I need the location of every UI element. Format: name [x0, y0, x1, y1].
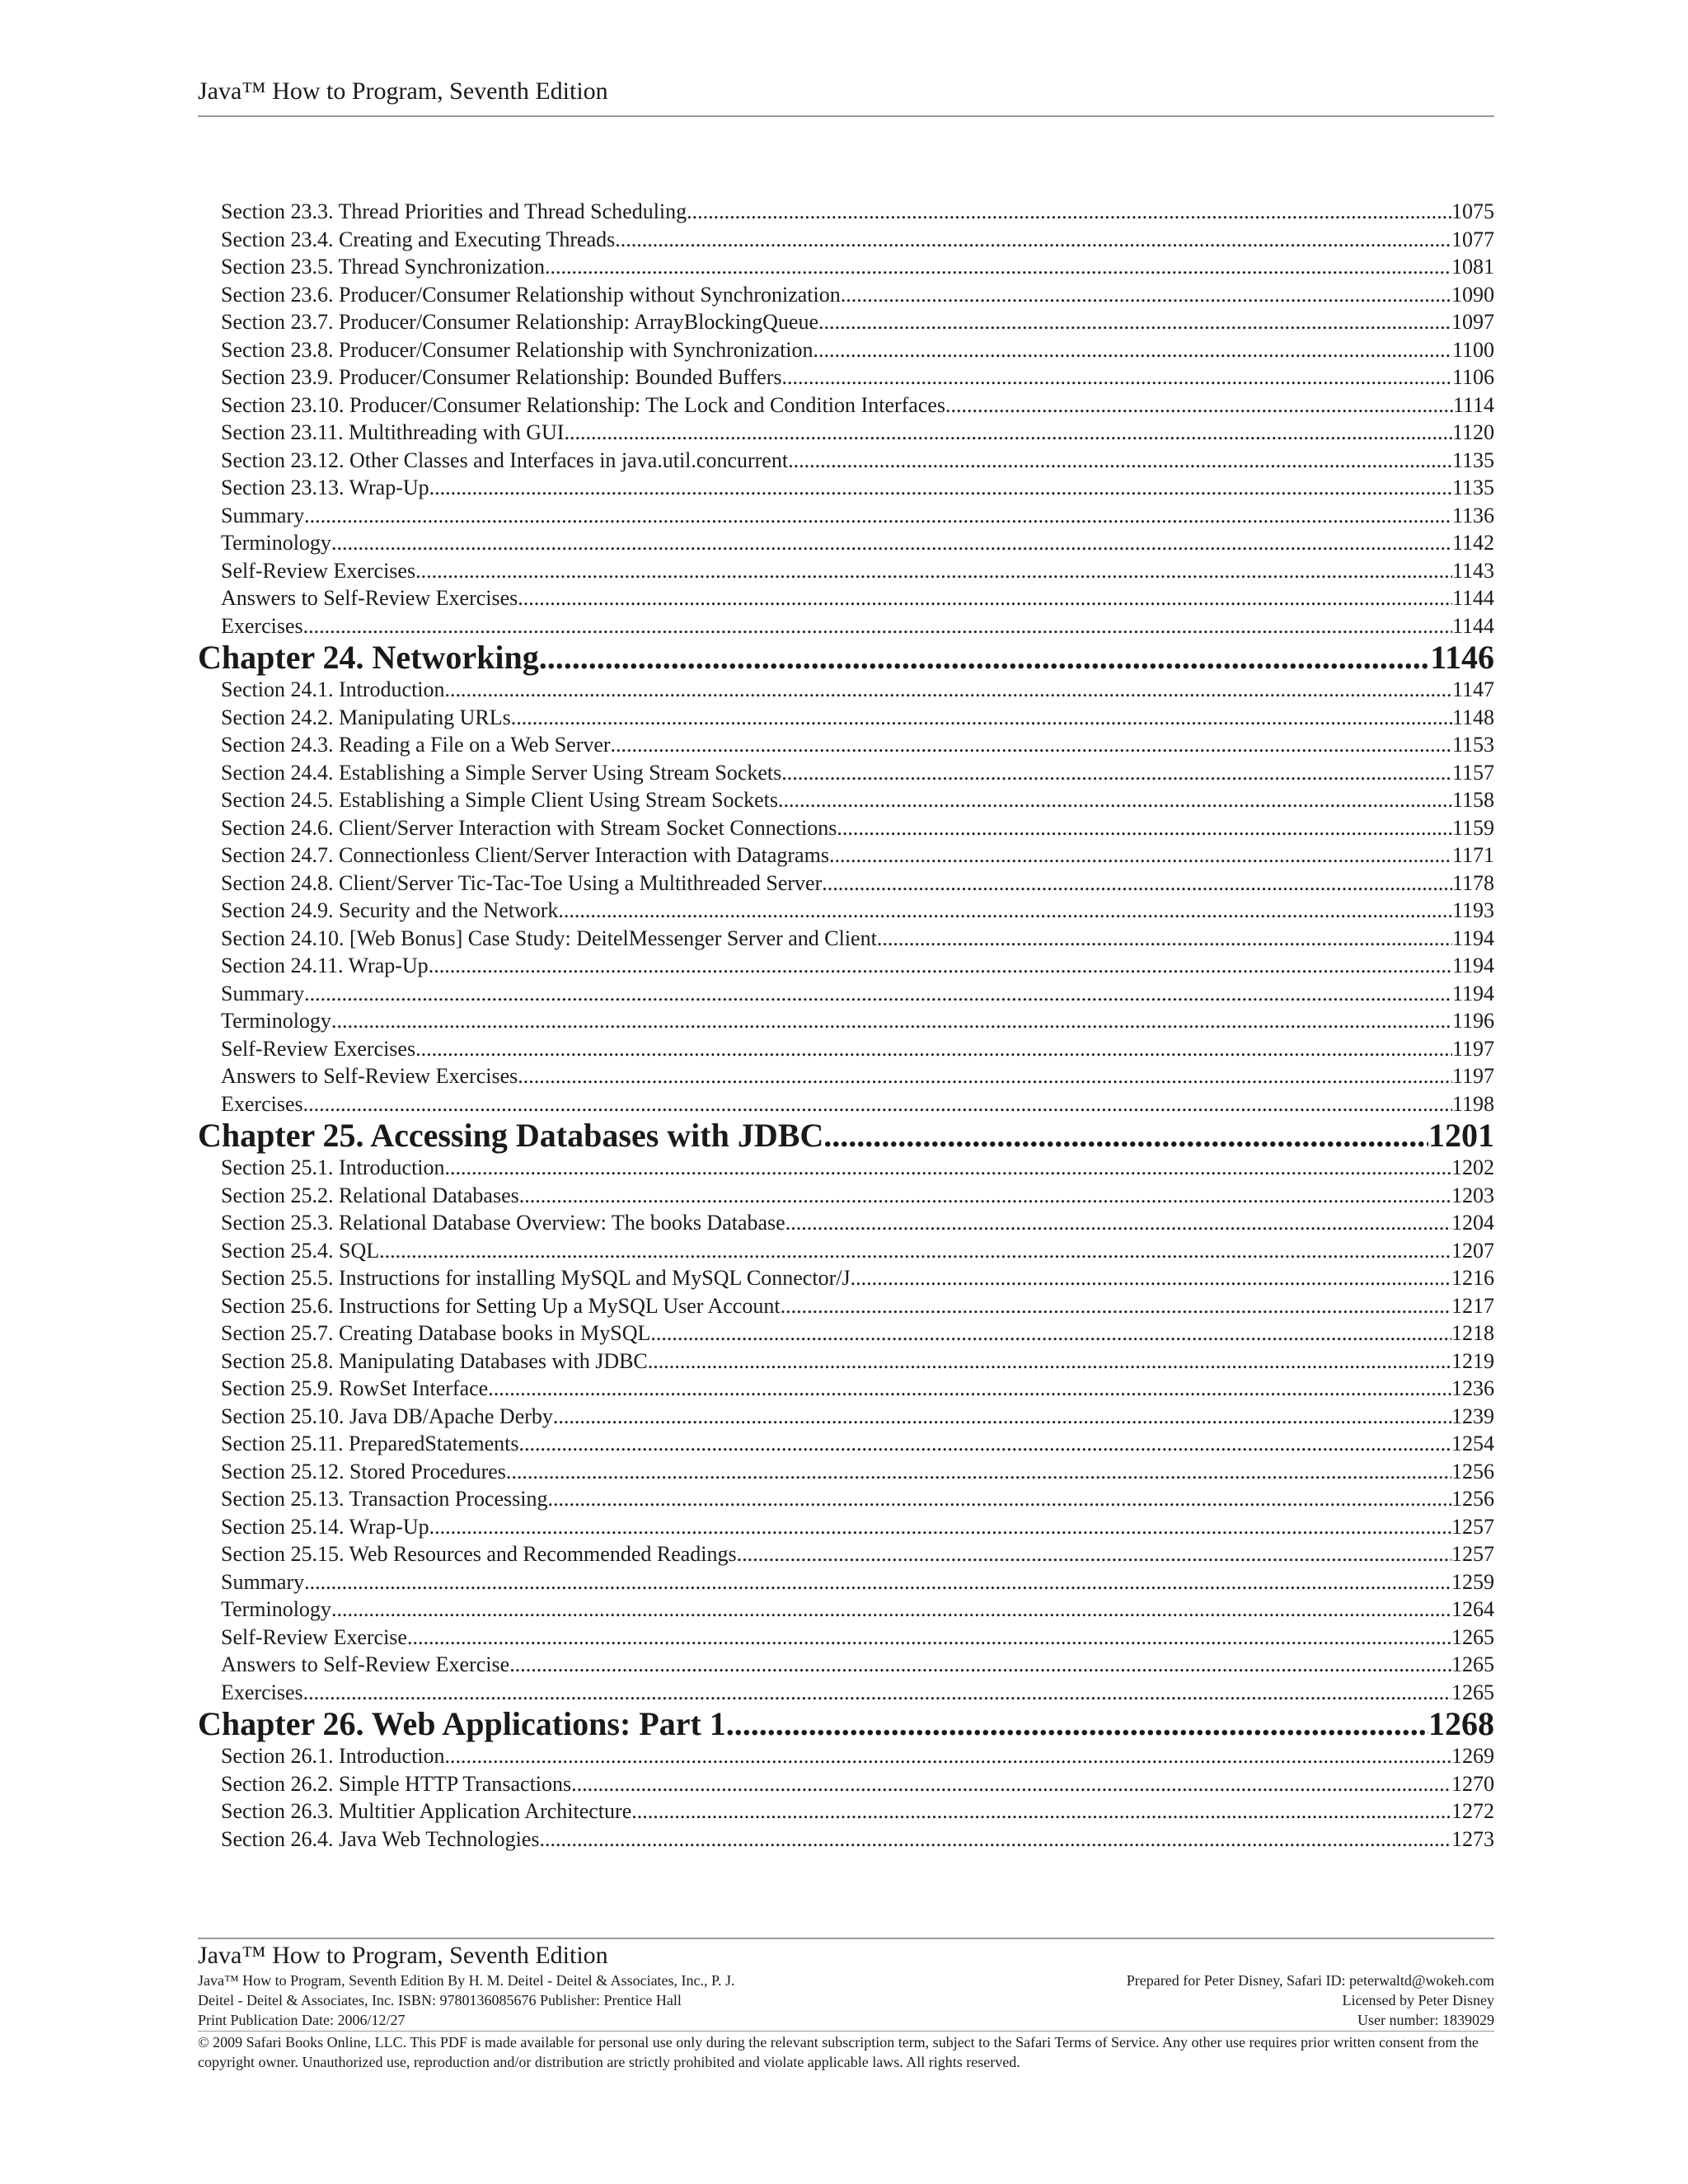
toc-entry-title: Section 24.11. Wrap-Up [221, 954, 429, 977]
toc-entry-page-number: 1272 [1451, 1799, 1494, 1823]
dot-leader [687, 198, 1451, 226]
toc-section-entry[interactable] [198, 1797, 1494, 1825]
dot-leader [782, 363, 1452, 391]
toc-section-entry[interactable] [198, 1403, 1494, 1431]
toc-entry-page-number: 1257 [1451, 1542, 1494, 1566]
toc-section-entry[interactable] [198, 1319, 1494, 1347]
dot-leader [506, 1458, 1451, 1486]
toc-chapter-entry[interactable] [198, 1706, 1494, 1742]
toc-entry-title: Section 25.12. Stored Procedures [221, 1459, 506, 1483]
dot-leader [822, 869, 1452, 898]
toc-entry-title: Summary [221, 503, 305, 527]
dot-leader [615, 226, 1451, 254]
toc-entry-title: Section 25.7. Creating Database books in MySQL [221, 1321, 651, 1345]
toc-entry-page-number: 1269 [1451, 1744, 1494, 1768]
dot-leader [785, 1209, 1451, 1237]
toc-entry-page-number: 1194 [1451, 981, 1494, 1005]
dot-leader [648, 1347, 1451, 1376]
toc-entry-page-number: 1273 [1451, 1826, 1494, 1851]
dot-leader [303, 1090, 1452, 1118]
toc-entry-title: Answers to Self-Review Exercises [221, 1064, 518, 1088]
dot-leader [841, 281, 1451, 309]
toc-section-entry[interactable] [198, 676, 1494, 704]
toc-section-entry[interactable] [198, 1347, 1494, 1376]
dot-leader [545, 253, 1451, 281]
toc-section-entry[interactable] [198, 1182, 1494, 1210]
toc-section-entry[interactable] [198, 1624, 1494, 1652]
toc-entry-page-number: 1144 [1451, 613, 1494, 638]
toc-entry-page-number: 1197 [1451, 1064, 1494, 1088]
dot-leader [304, 502, 1452, 530]
dot-leader [851, 1264, 1451, 1292]
dot-leader [304, 980, 1452, 1008]
toc-section-entry[interactable] [198, 1485, 1494, 1513]
dot-leader [781, 1292, 1451, 1320]
toc-section-entry[interactable] [198, 1062, 1494, 1090]
toc-section-entry[interactable] [198, 253, 1494, 281]
toc-section-entry[interactable] [198, 841, 1494, 869]
footer-license-info [1127, 1971, 1494, 2030]
dot-leader [650, 1319, 1451, 1347]
toc-entry-title: Section 25.14. Wrap-Up [221, 1514, 429, 1539]
dot-leader [488, 1375, 1451, 1403]
dot-leader [429, 474, 1452, 502]
toc-section-entry[interactable] [198, 1430, 1494, 1458]
toc-entry-page-number: 1153 [1451, 733, 1494, 757]
toc-entry-title: Section 24.3. Reading a File on a Web Server [221, 733, 611, 757]
toc-section-entry[interactable] [198, 1513, 1494, 1541]
toc-entry-page-number: 1142 [1451, 531, 1494, 555]
dot-leader [829, 841, 1452, 869]
toc-entry-title: Section 25.9. RowSet Interface [221, 1376, 489, 1400]
dot-leader [331, 1007, 1452, 1035]
dot-leader [511, 704, 1452, 732]
toc-section-entry[interactable] [198, 1568, 1494, 1596]
toc-entry-page-number: 1075 [1451, 199, 1494, 223]
toc-chapter-entry[interactable] [198, 640, 1494, 676]
toc-section-entry[interactable] [198, 1154, 1494, 1182]
dot-leader [823, 1118, 1428, 1154]
toc-section-entry[interactable] [198, 1292, 1494, 1320]
dot-leader [415, 557, 1452, 585]
toc-section-entry[interactable] [198, 308, 1494, 336]
toc-section-entry[interactable] [198, 281, 1494, 309]
toc-section-entry[interactable] [198, 1090, 1494, 1118]
dot-leader [814, 336, 1452, 364]
header-rule [198, 115, 1494, 117]
dot-leader [407, 1624, 1451, 1652]
dot-leader [788, 447, 1452, 475]
dot-leader [445, 1154, 1451, 1182]
toc-entry-page-number: 1144 [1451, 586, 1494, 610]
toc-entry-title: Section 23.9. Producer/Consumer Relationship: Bounded Buffers [221, 365, 782, 389]
toc-section-entry[interactable] [198, 363, 1494, 391]
toc-section-entry[interactable] [198, 952, 1494, 980]
toc-entry-page-number: 1136 [1451, 503, 1494, 527]
running-header: Java™ How to Program, Seventh Edition [198, 77, 608, 105]
toc-section-entry[interactable] [198, 1651, 1494, 1679]
toc-entry-title: Summary [221, 981, 305, 1005]
toc-entry-page-number: 1203 [1451, 1183, 1494, 1207]
toc-entry-page-number: 1265 [1451, 1652, 1494, 1676]
dot-leader [429, 952, 1452, 980]
dot-leader [518, 584, 1452, 612]
dot-leader [331, 529, 1452, 557]
toc-entry-title: Section 23.7. Producer/Consumer Relationship: ArrayBlockingQueue [221, 310, 818, 334]
toc-entry-page-number: 1158 [1451, 788, 1494, 812]
toc-entry-page-number: 1216 [1451, 1266, 1494, 1290]
toc-entry-page-number: 1265 [1451, 1680, 1494, 1704]
dot-leader [778, 786, 1452, 814]
toc-entry-page-number: 1239 [1451, 1404, 1494, 1428]
toc-section-entry[interactable] [198, 897, 1494, 925]
toc-section-entry[interactable] [198, 814, 1494, 842]
toc-section-entry[interactable] [198, 502, 1494, 530]
toc-section-entry[interactable] [198, 1825, 1494, 1854]
footer-left-line: Deitel - Deitel & Associates, Inc. ISBN: 9780136085676 Publisher: Prentice Hall [198, 1992, 682, 2008]
toc-section-entry[interactable] [198, 786, 1494, 814]
toc-entry-title: Section 24.4. Establishing a Simple Server Using Stream Sockets [221, 760, 782, 785]
dot-leader [726, 1706, 1428, 1742]
toc-section-entry[interactable] [198, 1540, 1494, 1568]
toc-entry-page-number: 1257 [1451, 1514, 1494, 1539]
toc-entry-title: Exercises [221, 613, 303, 638]
dot-leader [304, 1568, 1451, 1596]
dot-leader [331, 1596, 1451, 1624]
toc-entry-title: Section 23.8. Producer/Consumer Relationship with Synchronization [221, 337, 814, 362]
toc-entry-page-number: 1256 [1451, 1459, 1494, 1483]
toc-section-entry[interactable] [198, 391, 1494, 419]
toc-section-entry[interactable] [198, 529, 1494, 557]
toc-entry-page-number: 1077 [1451, 227, 1494, 251]
toc-entry-title: Section 24.5. Establishing a Simple Client Using Stream Sockets [221, 788, 778, 812]
toc-entry-page-number: 1148 [1451, 705, 1494, 729]
toc-entry-page-number: 1254 [1451, 1432, 1494, 1455]
toc-entry-title: Section 23.4. Creating and Executing Threads [221, 227, 616, 251]
toc-entry-title: Self-Review Exercise [221, 1624, 407, 1649]
dot-leader [781, 759, 1452, 787]
toc-entry-title: Section 25.1. Introduction [221, 1155, 445, 1179]
toc-entry-page-number: 1268 [1428, 1705, 1494, 1742]
toc-entry-title: Section 24.1. Introduction [221, 677, 445, 701]
dot-leader [611, 731, 1452, 759]
toc-entry-title: Section 24.8. Client/Server Tic-Tac-Toe Using a Multithreaded Server [221, 870, 823, 895]
dot-leader [558, 897, 1452, 925]
dot-leader [539, 640, 1431, 676]
dot-leader [945, 391, 1453, 419]
toc-entry-page-number: 1157 [1451, 760, 1494, 785]
footer-left-line: Print Publication Date: 2006/12/27 [198, 2012, 406, 2028]
toc-entry-page-number: 1106 [1451, 365, 1494, 389]
dot-leader [564, 419, 1452, 447]
toc-entry-title: Section 23.12. Other Classes and Interfaces in java.util.concurrent [221, 448, 789, 472]
toc-entry-title: Exercises [221, 1091, 303, 1116]
toc-section-entry[interactable] [198, 1035, 1494, 1063]
toc-entry-page-number: 1143 [1451, 558, 1494, 583]
toc-section-entry[interactable] [198, 1770, 1494, 1798]
table-of-contents [198, 198, 1494, 1853]
toc-section-entry[interactable] [198, 447, 1494, 475]
toc-entry-title: Section 23.13. Wrap-Up [221, 476, 429, 499]
toc-entry-page-number: 1114 [1452, 392, 1494, 417]
toc-section-entry[interactable] [198, 980, 1494, 1008]
dot-leader [818, 308, 1451, 336]
dot-leader [429, 1513, 1451, 1541]
toc-entry-title: Section 24.7. Connectionless Client/Server Interaction with Datagrams [221, 843, 829, 867]
dot-leader [553, 1403, 1451, 1431]
toc-entry-title: Section 25.2. Relational Databases [221, 1183, 519, 1207]
toc-entry-page-number: 1194 [1451, 954, 1494, 977]
toc-entry-page-number: 1147 [1451, 677, 1494, 701]
toc-entry-page-number: 1196 [1451, 1009, 1494, 1033]
toc-section-entry[interactable] [198, 759, 1494, 787]
toc-section-entry[interactable] [198, 474, 1494, 502]
toc-entry-page-number: 1178 [1451, 870, 1494, 895]
toc-section-entry[interactable] [198, 336, 1494, 364]
toc-entry-page-number: 1265 [1451, 1624, 1494, 1649]
dot-leader [737, 1540, 1451, 1568]
toc-entry-title: Section 25.3. Relational Database Overview: The books Database [221, 1211, 785, 1235]
dot-leader [571, 1770, 1451, 1798]
toc-section-entry[interactable] [198, 925, 1494, 953]
toc-section-entry[interactable] [198, 1007, 1494, 1035]
dot-leader [303, 1679, 1451, 1707]
toc-entry-title: Section 23.5. Thread Synchronization [221, 255, 546, 279]
toc-entry-page-number: 1198 [1451, 1091, 1494, 1116]
toc-entry-title: Section 24.2. Manipulating URLs [221, 705, 511, 729]
toc-section-entry[interactable] [198, 1596, 1494, 1624]
dot-leader [631, 1797, 1451, 1825]
toc-entry-title: Section 23.3. Thread Priorities and Thread Scheduling [221, 199, 687, 223]
toc-entry-title: Chapter 24. Networking [198, 639, 539, 676]
toc-entry-title: Summary [221, 1569, 305, 1594]
toc-entry-title: Section 26.4. Java Web Technologies [221, 1826, 540, 1851]
toc-entry-page-number: 1193 [1451, 898, 1494, 922]
toc-entry-page-number: 1219 [1451, 1348, 1494, 1373]
footer-copyright: © 2009 Safari Books Online, LLC. This PDF is made available for personal use only during the relevant subscription term, subject to the Safari Terms of Service. Any other use requires prior written consent from the copyright owner. Unauthorized use, reproduction and/or distribution are strictly prohibited and violate applicable laws. All rights reserved. [198, 2034, 1479, 2070]
toc-section-entry[interactable] [198, 704, 1494, 732]
dot-leader [303, 612, 1452, 640]
toc-entry-title: Section 25.8. Manipulating Databases with JDBC [221, 1348, 648, 1373]
footer-rule-secondary [198, 2031, 1494, 2032]
footer-left-line: Java™ How to Program, Seventh Edition By H. M. Deitel - Deitel & Associates, Inc., P. J. [198, 1972, 735, 1989]
dot-leader [519, 1182, 1451, 1210]
toc-entry-page-number: 1100 [1451, 337, 1494, 362]
toc-section-entry[interactable] [198, 584, 1494, 612]
dot-leader [877, 925, 1452, 953]
toc-entry-page-number: 1270 [1451, 1771, 1494, 1796]
toc-entry-page-number: 1218 [1451, 1321, 1494, 1345]
toc-entry-page-number: 1097 [1451, 310, 1494, 334]
toc-entry-page-number: 1135 [1451, 448, 1494, 472]
dot-leader [509, 1651, 1451, 1679]
toc-entry-page-number: 1201 [1428, 1117, 1494, 1154]
toc-section-entry[interactable] [198, 612, 1494, 640]
toc-entry-title: Terminology [221, 1597, 331, 1621]
toc-entry-page-number: 1090 [1451, 282, 1494, 307]
toc-entry-page-number: 1194 [1451, 926, 1494, 950]
toc-entry-page-number: 1120 [1451, 420, 1494, 444]
toc-entry-page-number: 1081 [1451, 255, 1494, 279]
toc-entry-title: Section 26.1. Introduction [221, 1744, 445, 1768]
footer-right-line: Licensed by Peter Disney [1342, 1992, 1494, 2008]
toc-entry-page-number: 1159 [1451, 815, 1494, 840]
dot-leader [518, 1062, 1452, 1090]
toc-entry-page-number: 1204 [1451, 1211, 1494, 1235]
toc-entry-page-number: 1256 [1451, 1487, 1494, 1511]
toc-entry-title: Section 25.10. Java DB/Apache Derby [221, 1404, 553, 1428]
toc-entry-title: Exercises [221, 1680, 303, 1704]
toc-entry-title: Answers to Self-Review Exercise [221, 1652, 510, 1676]
toc-section-entry[interactable] [198, 1209, 1494, 1237]
toc-entry-title: Section 25.15. Web Resources and Recommended Readings [221, 1542, 737, 1566]
dot-leader [837, 814, 1452, 842]
dot-leader [548, 1485, 1452, 1513]
toc-section-entry[interactable] [198, 226, 1494, 254]
toc-section-entry[interactable] [198, 869, 1494, 898]
toc-entry-title: Terminology [221, 1009, 331, 1033]
toc-entry-title: Section 25.13. Transaction Processing [221, 1487, 548, 1511]
footer-title: Java™ How to Program, Seventh Edition [198, 1942, 608, 1969]
toc-section-entry[interactable] [198, 731, 1494, 759]
toc-section-entry[interactable] [198, 1264, 1494, 1292]
toc-entry-page-number: 1207 [1451, 1238, 1494, 1263]
footer-right-line: User number: 1839029 [1357, 2012, 1494, 2028]
footer-right-line: Prepared for Peter Disney, Safari ID: peterwaltd@wokeh.com [1126, 1972, 1494, 1989]
toc-entry-title: Section 26.2. Simple HTTP Transactions [221, 1771, 572, 1796]
dot-leader [379, 1237, 1451, 1265]
toc-entry-page-number: 1146 [1430, 639, 1494, 676]
toc-entry-title: Section 24.9. Security and the Network [221, 898, 559, 922]
toc-entry-title: Section 23.6. Producer/Consumer Relationship without Synchronization [221, 282, 841, 307]
toc-entry-title: Self-Review Exercises [221, 558, 416, 583]
toc-entry-page-number: 1259 [1451, 1569, 1494, 1594]
footer-rule [198, 1938, 1494, 1939]
toc-entry-page-number: 1217 [1451, 1293, 1494, 1318]
dot-leader [415, 1035, 1452, 1063]
toc-entry-title: Chapter 25. Accessing Databases with JDBC [198, 1117, 824, 1154]
toc-entry-title: Section 25.5. Instructions for installing MySQL and MySQL Connector/J [221, 1266, 851, 1290]
toc-entry-title: Section 25.11. PreparedStatements [221, 1432, 519, 1455]
toc-entry-title: Section 23.10. Producer/Consumer Relationship: The Lock and Condition Interfaces [221, 392, 946, 417]
toc-entry-page-number: 1236 [1451, 1376, 1494, 1400]
footer-publication-info [198, 1971, 735, 2030]
toc-entry-title: Section 25.6. Instructions for Setting Up a MySQL User Account [221, 1293, 781, 1318]
toc-section-entry[interactable] [198, 1237, 1494, 1265]
toc-entry-title: Chapter 26. Web Applications: Part 1 [198, 1705, 726, 1742]
toc-section-entry[interactable] [198, 198, 1494, 226]
toc-section-entry[interactable] [198, 1679, 1494, 1707]
toc-entry-title: Section 25.4. SQL [221, 1238, 380, 1263]
toc-entry-title: Section 23.11. Multithreading with GUI [221, 420, 565, 444]
toc-entry-title: Section 24.6. Client/Server Interaction with Stream Socket Connections [221, 815, 837, 840]
toc-entry-title: Self-Review Exercises [221, 1036, 416, 1061]
toc-entry-page-number: 1202 [1451, 1155, 1494, 1179]
toc-section-entry[interactable] [198, 1458, 1494, 1486]
toc-entry-title: Terminology [221, 531, 331, 555]
toc-entry-title: Answers to Self-Review Exercises [221, 586, 518, 610]
toc-entry-page-number: 1171 [1451, 843, 1494, 867]
dot-leader [519, 1430, 1451, 1458]
dot-leader [445, 1742, 1451, 1770]
toc-entry-page-number: 1135 [1451, 476, 1494, 499]
dot-leader [540, 1825, 1452, 1854]
toc-chapter-entry[interactable] [198, 1118, 1494, 1154]
toc-section-entry[interactable] [198, 557, 1494, 585]
toc-entry-title: Section 26.3. Multitier Application Architecture [221, 1799, 632, 1823]
toc-section-entry[interactable] [198, 1742, 1494, 1770]
dot-leader [445, 676, 1452, 704]
toc-section-entry[interactable] [198, 1375, 1494, 1403]
toc-entry-title: Section 24.10. [Web Bonus] Case Study: DeitelMessenger Server and Client [221, 926, 877, 950]
toc-entry-page-number: 1197 [1451, 1036, 1494, 1061]
toc-section-entry[interactable] [198, 419, 1494, 447]
toc-entry-page-number: 1264 [1451, 1597, 1494, 1621]
